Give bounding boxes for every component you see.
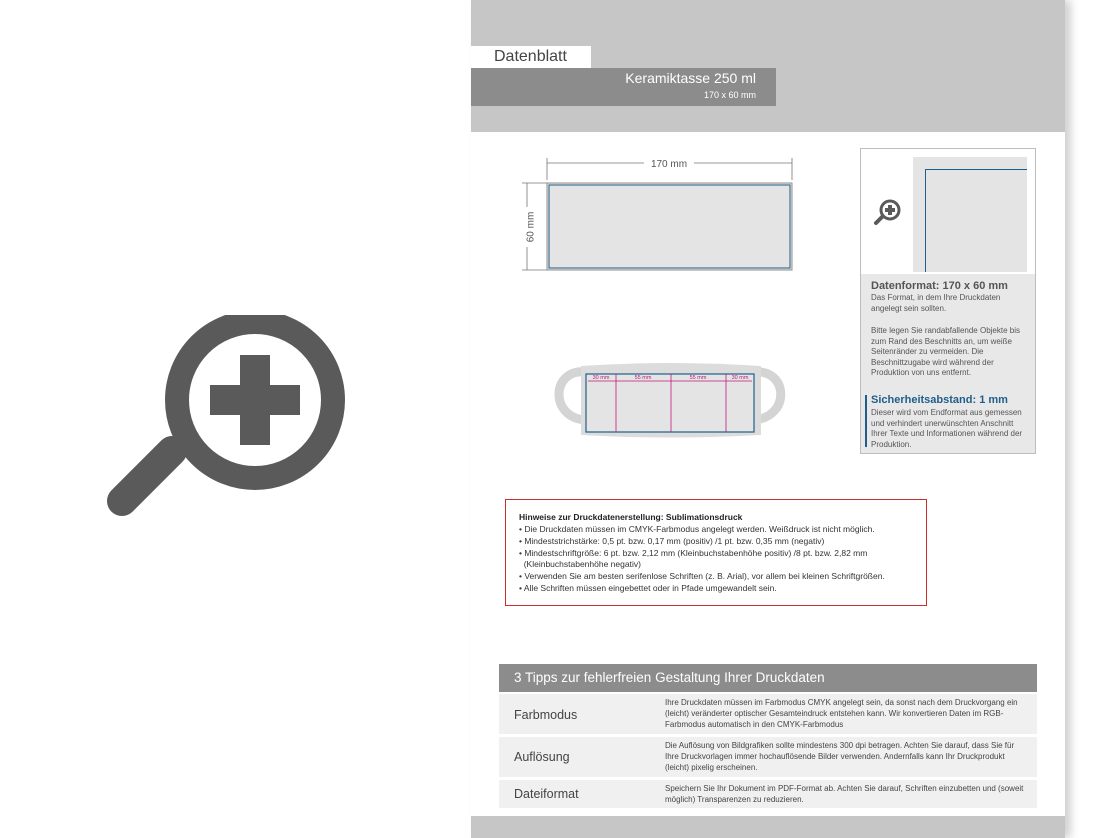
datasheet-page <box>471 0 1065 838</box>
format-heading: Datenformat: 170 x 60 mm <box>871 280 1008 292</box>
datasheet-title: Datenblatt <box>471 46 591 68</box>
tip-row <box>499 737 1037 777</box>
hint-item: (Kleinbuchstabenhöhe negativ) <box>519 559 641 570</box>
safety-marker <box>865 395 867 447</box>
tip-label: Farbmodus <box>514 708 578 722</box>
tip-text: Die Auflösung von Bildgrafiken sollte mindestens 300 dpi betragen. Achten Sie darauf, dass Sie für Ihre Druckvorlagen immer hochauflösende Bilder verwenden. Andernfalls kann Ihr Druckprodukt (leicht) pixelig erscheinen. <box>665 741 1015 772</box>
segment-label: 55 mm <box>634 375 652 381</box>
tip-text: Speichern Sie Ihr Dokument im PDF-Format ab. Achten Sie darauf, Schriften einzubetten und (soweit möglich) Transparenzen zu reduzieren. <box>665 784 1024 804</box>
segment-label: 30 mm <box>592 375 610 381</box>
hint-item: • Die Druckdaten müssen im CMYK-Farbmodus angelegt werden. Weißdruck ist nicht möglich. <box>519 524 875 534</box>
width-label: 170 mm <box>650 159 688 170</box>
hints-title: Hinweise zur Druckdatenerstellung: Sublimationsdruck <box>519 512 743 522</box>
segment-label: 30 mm <box>731 375 749 381</box>
footer-band <box>471 816 1065 838</box>
tip-row <box>499 694 1037 734</box>
product-name: Keramiktasse 250 ml <box>625 70 756 86</box>
safety-description: Dieser wird vom Endformat aus gemessen und verhindert unerwünschten Anschnitt Ihrer Texte und Informationen während der Produktion. <box>871 408 1023 449</box>
hint-item: • Mindestschriftgröße: 6 pt. bzw. 2,12 mm (Kleinbuchstabenhöhe positiv) /8 pt. bzw. 2,82 mm <box>519 547 868 558</box>
bleed-description: Bitte legen Sie randabfallende Objekte bis zum Rand des Beschnitts an, um weiße Seitenränder zu vermeiden. Die Beschnittzugabe wird während der Produktion von uns entfernt. <box>871 326 1020 377</box>
mug-drawing <box>551 360 791 440</box>
zoom-in-icon[interactable] <box>100 315 360 535</box>
print-hints-box <box>505 499 927 606</box>
hint-item: • Alle Schriften müssen eingebettet oder in Pfade umgewandelt sein. <box>519 582 777 593</box>
product-bar <box>471 68 776 106</box>
segment-label: 55 mm <box>689 375 707 381</box>
hint-item: • Verwenden Sie am besten serifenlose Schriften (z. B. Arial), vor allem bei kleinen Schriftgrößen. <box>519 571 885 582</box>
format-preview <box>913 157 1027 272</box>
format-preview-panel <box>861 149 1035 274</box>
format-info-box <box>860 148 1036 454</box>
format-description: Das Format, in dem Ihre Druckdaten angelegt sein sollten. <box>871 293 1001 313</box>
format-drawing <box>519 155 809 280</box>
product-size: 170 x 60 mm <box>703 90 756 100</box>
zoom-in-icon[interactable] <box>873 197 903 227</box>
tips-title: 3 Tipps zur fehlerfreien Gestaltung Ihrer Druckdaten <box>499 664 1037 692</box>
safety-line <box>925 169 926 272</box>
tip-label: Dateiformat <box>514 787 579 801</box>
tip-row <box>499 780 1037 808</box>
hint-item: • Mindeststrichstärke: 0,5 pt. bzw. 0,17 mm (positiv) /1 pt. bzw. 0,35 mm (negativ) <box>519 535 825 546</box>
safety-line <box>925 169 1027 170</box>
height-label: 60 mm <box>525 211 537 243</box>
tip-text: Ihre Druckdaten müssen im Farbmodus CMYK angelegt sein, da sonst nach dem Druckvorgang ein (leicht) veränderter optischer Gesamteindruck entstehen kann. Wir konvertieren Daten im RGB-Farbmodus automatisch in den CMYK-Farbmodus <box>665 698 1018 729</box>
safety-heading: Sicherheitsabstand: 1 mm <box>871 394 1008 406</box>
tip-label: Auflösung <box>514 750 570 764</box>
